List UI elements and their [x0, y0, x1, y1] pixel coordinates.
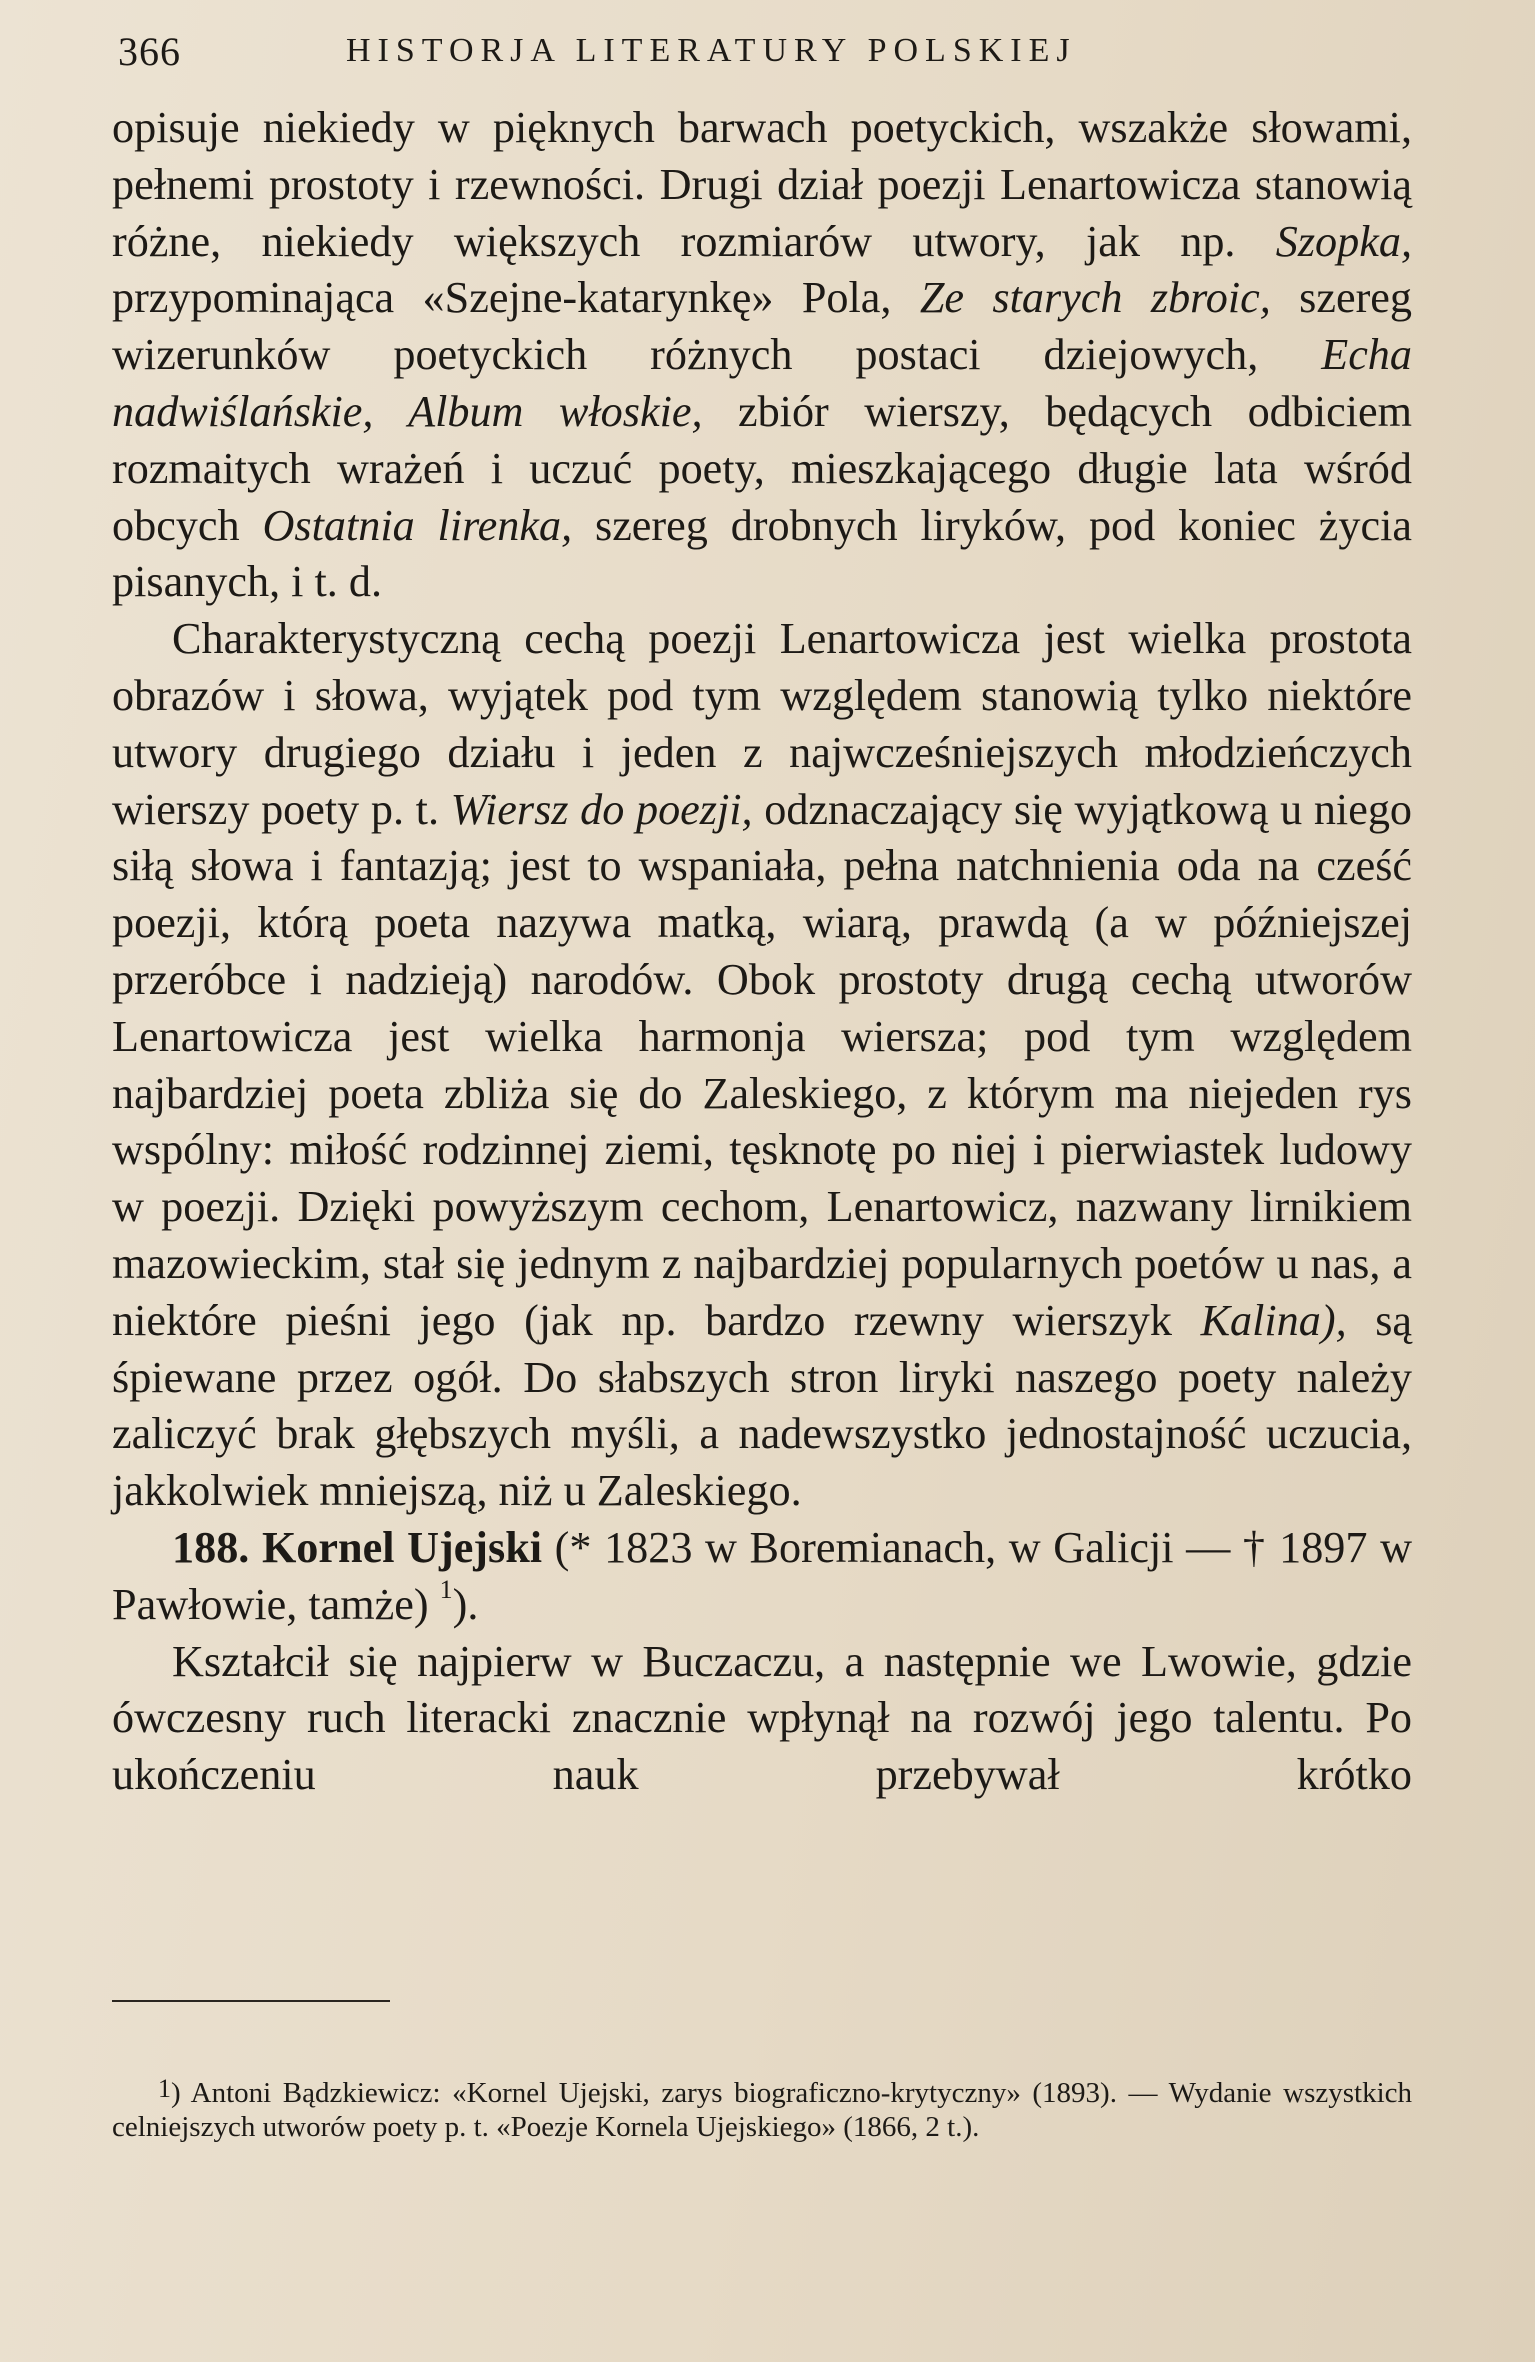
section-number: 188.	[172, 1522, 250, 1572]
text-run: opisuje niekiedy w pięknych barwach poetyckich, wszakże słowami, pełnemi prostoty i rzewności. Drugi dział poezji Lenartowicza stanowią różne, niekiedy większych rozmiarów utwory, jak np.	[112, 103, 1412, 266]
work-title: Ze starych zbroic,	[919, 273, 1271, 323]
section-dates: (* 1823 w Boremianach, w Galicji — † 1897 w Pawłowie, tamże)	[112, 1522, 1413, 1629]
work-title: Ostatnia lirenka,	[262, 500, 573, 550]
text-run: szereg drobnych liryków, pod koniec życia pisanych, i t. d.	[112, 500, 1412, 607]
section-heading	[112, 1520, 1412, 1634]
text-run: Charakterystyczną cechą poezji Lenartowicza jest wielka prostota obrazów i słowa, wyjątek pod tym względem stanowią tylko niektóre utwory drugiego działu i jeden z najwcześniejszych młodzieńczych wierszy poety p. t.	[112, 614, 1412, 834]
footnote-text	[112, 2076, 1412, 2144]
footnote-divider	[112, 2000, 390, 2002]
running-title: HISTORJA LITERATURY POLSKIEJ	[346, 32, 1077, 69]
footnote	[112, 2076, 1412, 2144]
work-title: Kalina),	[1200, 1295, 1347, 1345]
footnote-body: ) Antoni Bądzkiewicz: «Kornel Ujejski, zarys biograficzno-krytyczny» (1893). — Wydanie wszystkich celniejszych utworów poety p. t. «Poezje Kornela Ujejskiego» (1866, 2 t.).	[112, 2077, 1412, 2143]
paragraph-2	[112, 611, 1412, 1520]
text-run: Kształcił się najpierw w Buczaczu, a następnie we Lwowie, gdzie ówczesny ruch literacki znacznie wpłynął na rozwój jego talentu. Po ukończeniu nauk przebywał krótko	[112, 1636, 1412, 1800]
text-run: odznaczający się wyjątkową u niego siłą słowa i fantazją; jest to wspaniała, pełna natchnienia oda na cześć poezji, którą poeta nazywa matką, wiarą, prawdą (a w późniejszej przeróbce i nadzieją) narodów. Obok prostoty drugą cechą utworów Lenartowicza jest wielka harmonja wiersza; pod tym względem najbardziej poeta zbliża się do Zaleskiego, z którym ma niejeden rys wspólny: miłość rodzinnej ziemi, tęsknotę po niej i pierwiastek ludowy w poezji. Dzięki powyższym cechom, Lenartowicz, nazwany lirnikiem mazowieckim, stał się jednym z najbardziej popularnych poetów u nas, a niektóre pieśni jego (jak np. bardzo rzewny wierszyk	[112, 784, 1413, 1345]
work-title: Wiersz do poezji,	[450, 784, 753, 834]
text-run: przypominająca «Szejne-katarynkę» Pola,	[112, 273, 920, 323]
paragraph-3	[112, 1634, 1412, 1804]
footnote-reference: 1	[439, 1574, 453, 1604]
paragraph-1	[112, 100, 1412, 611]
text-run: są śpiewane przez ogół. Do słabszych stron liryki naszego poety należy zaliczyć brak głębszych myśli, a nadewszystko jednostajność uczucia, jakkolwiek mniejszą, niż u Zaleskiego.	[112, 1295, 1413, 1516]
text-run: szereg wizerunków poetyckich różnych postaci dziejowych,	[112, 273, 1412, 380]
page-header	[118, 28, 1438, 84]
main-text	[112, 100, 1412, 1804]
work-title: Szopka,	[1275, 216, 1412, 266]
work-title: Echa nadwiślańskie, Album włoskie,	[112, 330, 1412, 436]
section-author-name: Kornel Ujejski	[261, 1522, 543, 1572]
footnote-marker: 1	[158, 2074, 171, 2103]
section-heading-end: ).	[452, 1579, 479, 1629]
page-number: 366	[118, 29, 181, 74]
text-run: zbiór wierszy, będących odbiciem rozmaitych wrażeń i uczuć poety, mieszkającego długie lata wśród obcych	[112, 386, 1412, 550]
